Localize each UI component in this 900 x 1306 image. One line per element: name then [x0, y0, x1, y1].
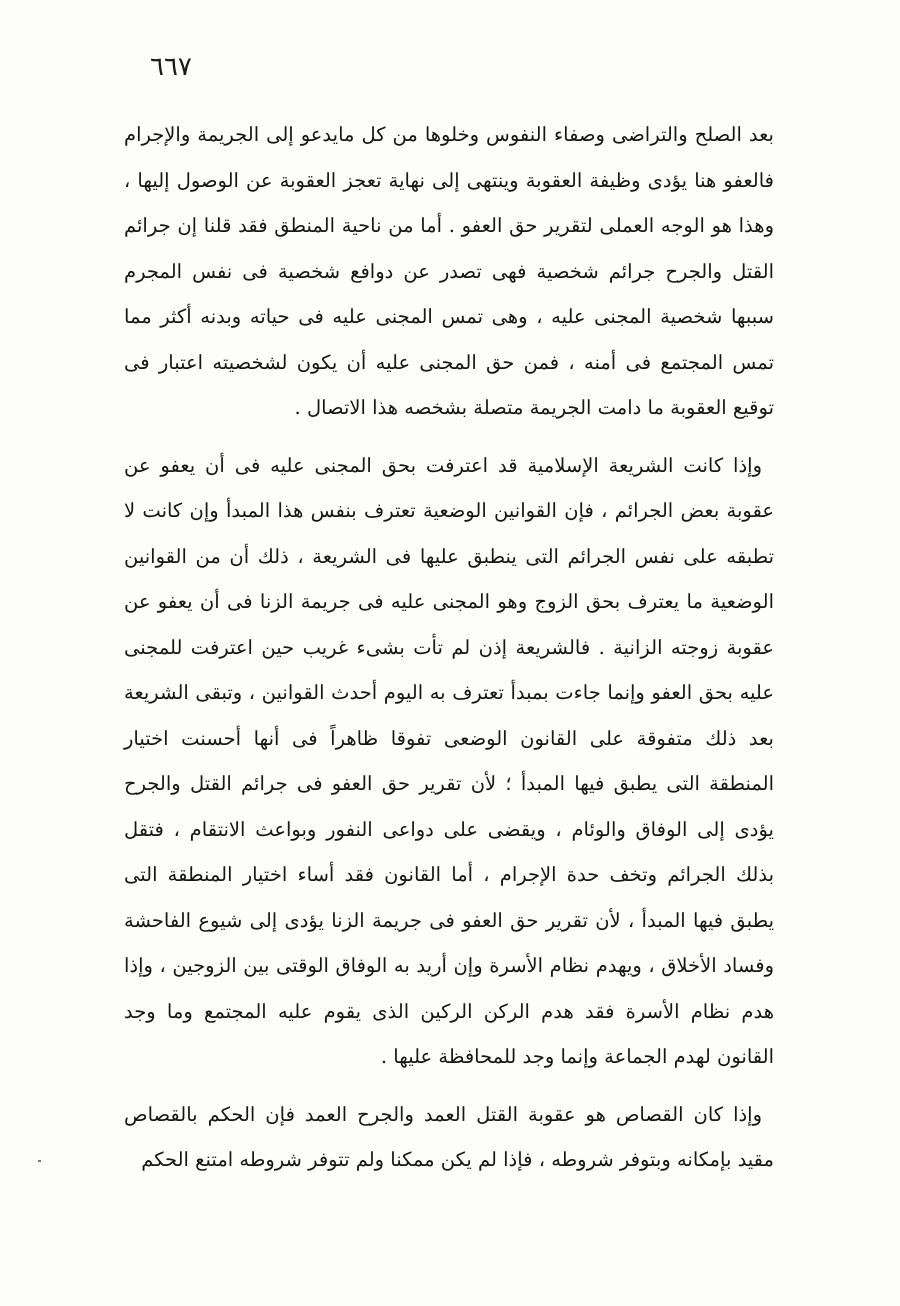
scan-speck [38, 1160, 41, 1162]
page-number: ٦٦٧ [150, 52, 192, 82]
paragraph: وإذا كانت الشريعة الإسلامية قد اعترفت بحق المجنى عليه فى أن يعفو عن عقوبة بعض الجرائم ، فإن القوانين الوضعية تعترف بنفس هذا المبدأ وإن كانت لا تطبقه على نفس الجرائم التى ينطبق عليها فى الشريعة ، ذلك أن من القوانين الوضعية ما يعترف بحق الزوج وهو المجنى عليه فى جريمة الزنا فى أن يعفو عن عقوبة زوجته الزانية . فالشريعة إذن لم تأت بشىء غريب حين اعترفت للمجنى عليه بحق العفو وإنما جاءت بمبدأ تعترف به اليوم أحدث القوانين ، وتبقى الشريعة بعد ذلك متفوقة على القانون الوضعى تفوقا ظاهراً فى أنها أحسنت اختيار المنطقة التى يطبق فيها المبدأ ؛ لأن تقرير حق العفو فى جرائم القتل والجرح يؤدى إلى الوفاق والوئام ، ويقضى على دواعى النفور وبواعث الانتقام ، فتقل بذلك الجرائم وتخف حدة الإجرام ، أما القانون فقد أساء اختيار المنطقة التى يطبق فيها المبدأ ، لأن تقرير حق العفو فى جريمة الزنا يؤدى إلى شيوع الفاحشة وفساد الأخلاق ، ويهدم نظام الأسرة وإن أريد به الوفاق الوقتى بين الزوجين ، وإذا هدم نظام الأسرة فقد هدم الركن الركين الذى يقوم عليه المجتمع وما وجد القانون لهدم الجماعة وإنما وجد للمحافظة عليها . [124, 453, 774, 1068]
body-text [124, 112, 774, 1183]
paragraph: بعد الصلح والتراضى وصفاء النفوس وخلوها من كل مايدعو إلى الجريمة والإجرام فالعفو هنا يؤدى وظيفة العقوبة وينتهى إلى نهاية تعجز العقوبة عن الوصول إليها ، وهذا هو الوجه العملى لتقرير حق العفو . أما من ناحية المنطق فقد قلنا إن جرائم القتل والجرح جرائم شخصية فهى تصدر عن دوافع شخصية فى نفس المجرم سببها شخصية المجنى عليه ، وهى تمس المجنى عليه فى حياته وبدنه أكثر مما تمس المجتمع فى أمنه ، فمن حق المجنى عليه أن يكون لشخصيته اعتبار فى توقيع العقوبة ما دامت الجريمة متصلة بشخصه هذا الاتصال . [124, 123, 774, 419]
paragraph: وإذا كان القصاص هو عقوبة القتل العمد والجرح العمد فإن الحكم بالقصاص مقيد بإمكانه وبتوفر شروطه ، فإذا لم يكن ممكنا ولم تتوفر شروطه امتنع الحكم [124, 1102, 774, 1171]
